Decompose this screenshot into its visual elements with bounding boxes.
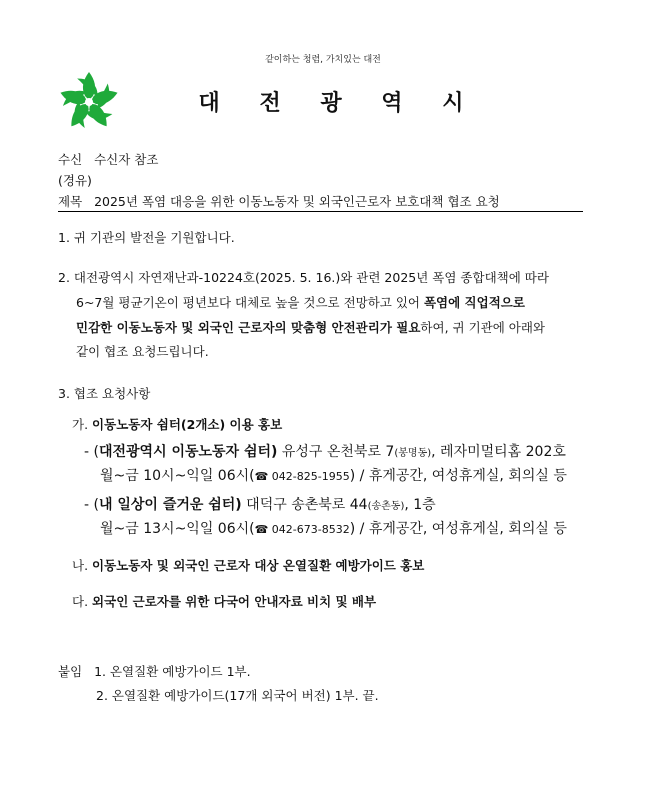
section-da	[72, 592, 376, 610]
section-na-title: 이동노동자 및 외국인 근로자 대상 온열질환 예방가이드 홍보	[92, 558, 425, 573]
shelter-2-address-tail: , 1층	[404, 497, 436, 513]
subject-label: 제목	[58, 194, 83, 209]
section-ga	[72, 415, 282, 433]
shelter-1-phone: ☎ 042-825-1955	[254, 470, 350, 483]
shelter-1-address-dong: (봉명동)	[394, 448, 432, 459]
body-item-3-heading: 3. 협조 요청사항	[58, 386, 151, 401]
shelter-2-hours: 월~금 13시~익일 06시(	[100, 521, 255, 537]
section-ga-label: 가.	[72, 417, 89, 432]
subject-line	[58, 192, 500, 210]
shelter-1-address-tail: , 레자미멀티홈 202호	[431, 444, 566, 460]
organization-title: 대 전 광 역 시	[198, 91, 480, 116]
shelter-1-address: 유성구 온천북로 7	[277, 444, 395, 460]
shelter-2-address-dong: (송촌동)	[367, 501, 405, 512]
line-3-bold: 민감한 이동노동자 및 외국인 근로자의 맞춤형 안전관리가 필요	[76, 320, 421, 335]
attachment-2: 2. 온열질환 예방가이드(17개 외국어 버전) 1부. 끝.	[96, 688, 379, 703]
attachments-line-1	[58, 662, 251, 680]
shelter-1-hours-line	[100, 465, 567, 485]
shelter-2-facilities: ) / 휴게공간, 여성휴게실, 회의실 등	[349, 521, 567, 537]
shelter-2-phone: ☎ 042-673-8532	[254, 523, 350, 536]
shelter-2-address-line	[84, 494, 436, 514]
body-item-2-line-1: 2. 대전광역시 자연재난과-10224호(2025. 5. 16.)와 관련 2025년 폭염 종합대책에 따라	[58, 270, 549, 285]
line-2-bold: 폭염에 직업적으로	[423, 295, 525, 310]
shelter-2-name: 내 일상이 즐거운 쉼터)	[98, 497, 242, 513]
shelter-1-facilities: ) / 휴게공간, 여성휴게실, 회의실 등	[349, 468, 567, 484]
header-divider	[58, 211, 583, 212]
recipient-line	[58, 150, 158, 168]
recipient-label: 수신	[58, 152, 83, 167]
section-na	[72, 556, 424, 574]
attachment-1: 1. 온열질환 예방가이드 1부.	[94, 664, 251, 679]
via-line: (경유)	[58, 173, 92, 188]
body-item-2-line-3	[76, 318, 545, 336]
recipient-value: 수신자 참조	[94, 152, 159, 167]
shelter-1-dash: - (	[84, 444, 99, 460]
section-da-label: 다.	[72, 594, 89, 609]
line-3-plain: 하여, 귀 기관에 아래와	[420, 320, 545, 335]
slogan: 같이하는 청렴, 가치있는 대전	[265, 55, 381, 65]
shelter-1-hours: 월~금 10시~익일 06시(	[100, 468, 255, 484]
attachments-label: 붙임	[58, 664, 83, 679]
body-item-2-line-4: 같이 협조 요청드립니다.	[76, 344, 209, 359]
body-item-2-line-2	[76, 293, 525, 311]
body-item-1: 1. 귀 기관의 발전을 기원합니다.	[58, 230, 235, 245]
subject-text: 2025년 폭염 대응을 위한 이동노동자 및 외국인근로자 보호대책 협조 요청	[94, 194, 500, 209]
section-da-title: 외국인 근로자를 위한 다국어 안내자료 비치 및 배부	[92, 594, 377, 609]
shelter-1-name: 대전광역시 이동노동자 쉼터)	[98, 444, 278, 460]
line-2-plain: 6~7월 평균기온이 평년보다 대체로 높을 것으로 전망하고 있어	[76, 295, 424, 310]
shelter-1-address-line	[84, 441, 566, 461]
shelter-2-dash: - (	[84, 497, 99, 513]
section-na-label: 나.	[72, 558, 89, 573]
shelter-2-hours-line	[100, 518, 567, 538]
section-ga-title: 이동노동자 쉼터(2개소) 이용 홍보	[92, 417, 283, 432]
shelter-2-address: 대덕구 송촌북로 44	[241, 497, 368, 513]
